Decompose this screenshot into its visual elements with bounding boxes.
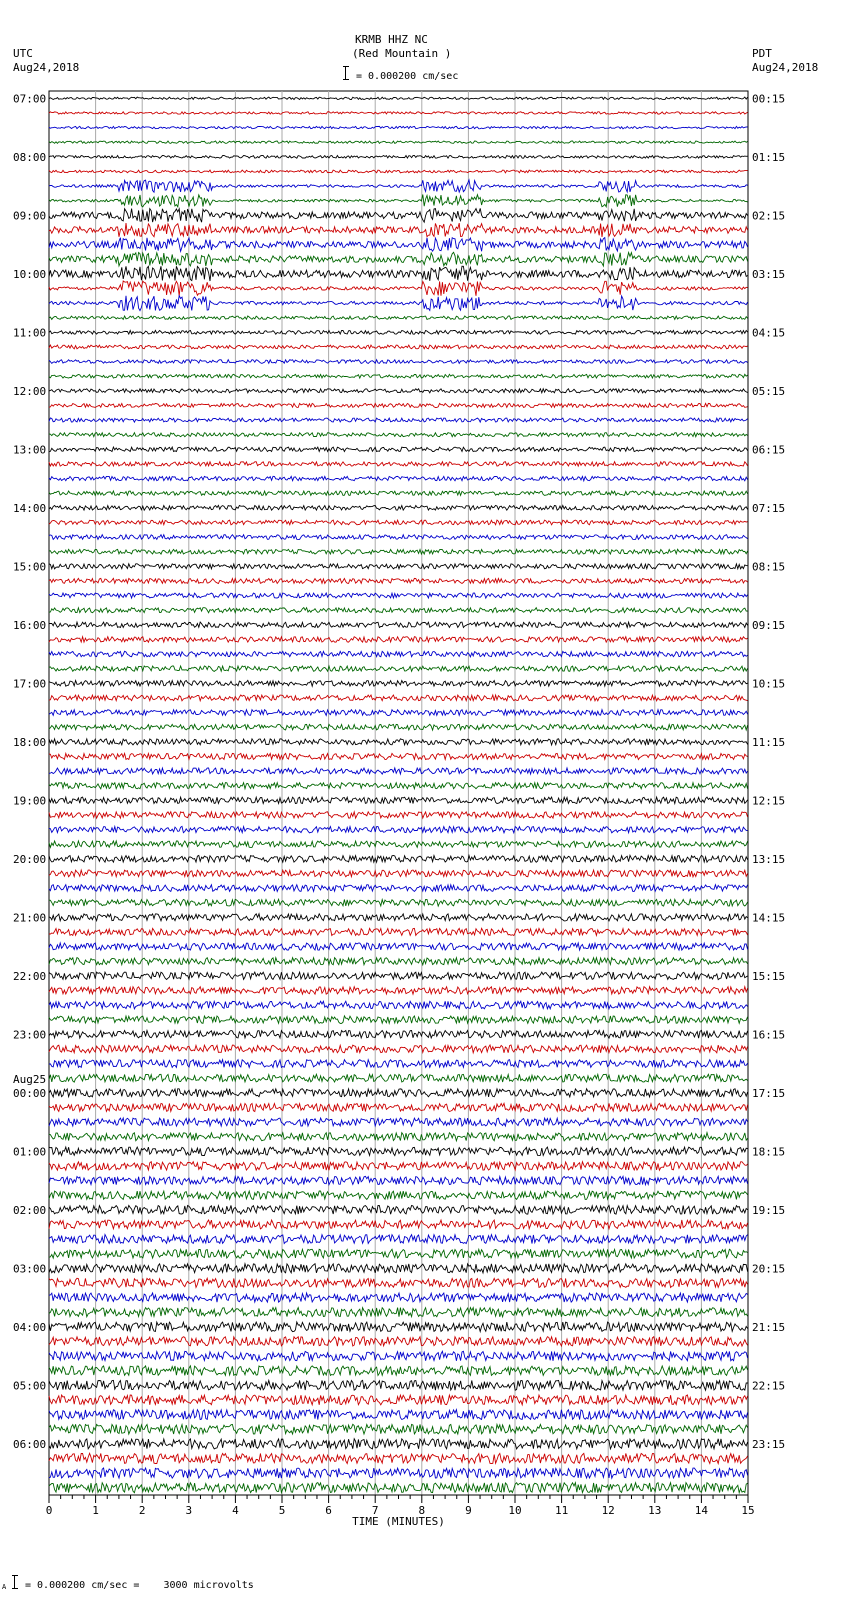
trace-row	[49, 505, 748, 510]
right-hour-label: 06:15	[752, 443, 786, 457]
trace-row	[49, 389, 748, 393]
right-hour-label: 21:15	[752, 1320, 786, 1334]
trace-row	[49, 1424, 748, 1434]
trace-row	[49, 680, 748, 686]
left-hour-label: 07:00	[13, 92, 47, 106]
trace-row	[49, 491, 748, 495]
trace-row	[49, 1162, 748, 1171]
trace-row	[49, 1016, 748, 1024]
x-tick-label: 6	[325, 1504, 332, 1517]
trace-row	[49, 651, 748, 657]
trace-row	[49, 418, 748, 422]
x-tick-label: 9	[465, 1504, 472, 1517]
right-timezone: PDT	[752, 47, 772, 60]
trace-row	[49, 1264, 748, 1273]
trace-row	[49, 1380, 748, 1390]
trace-row	[49, 812, 748, 819]
left-hour-label: 14:00	[13, 501, 47, 515]
left-hour-label: 10:00	[13, 267, 47, 281]
trace-row	[49, 1308, 748, 1317]
trace-row	[49, 593, 748, 598]
x-tick-label: 8	[418, 1504, 426, 1517]
trace-row	[49, 1366, 748, 1376]
trace-row	[49, 1118, 748, 1126]
trace-row	[49, 476, 748, 481]
left-hour-label: 22:00	[13, 969, 47, 983]
trace-row	[49, 462, 748, 466]
trace-row	[49, 403, 748, 407]
trace-row	[49, 1191, 748, 1200]
left-hour-label: 19:00	[13, 794, 47, 808]
trace-row	[49, 637, 748, 643]
trace-row	[49, 535, 748, 540]
left-hour-label: 13:00	[13, 443, 47, 457]
trace-row	[49, 170, 748, 173]
left-hour-label: 03:00	[13, 1262, 47, 1276]
trace-row	[49, 1103, 748, 1111]
x-axis-title: TIME (MINUTES)	[352, 1515, 445, 1528]
right-hour-label: 08:15	[752, 560, 786, 574]
trace-row	[49, 1089, 748, 1097]
trace-row	[49, 180, 748, 192]
trace-row	[49, 316, 748, 319]
trace-row	[49, 1060, 748, 1068]
x-tick-label: 5	[278, 1504, 286, 1517]
right-hour-label: 09:15	[752, 618, 786, 632]
trace-row	[49, 783, 748, 789]
trace-row	[49, 855, 748, 862]
x-tick-label: 11	[554, 1504, 569, 1517]
trace-row	[49, 578, 748, 583]
trace-row	[49, 695, 748, 701]
x-tick-label: 0	[45, 1504, 53, 1517]
trace-row	[49, 622, 748, 627]
right-hour-label: 05:15	[752, 384, 786, 398]
left-hour-label: 08:00	[13, 150, 47, 164]
scale-label: = 0.000200 cm/sec	[356, 71, 459, 82]
trace-row	[49, 1278, 748, 1287]
right-hour-label: 14:15	[752, 911, 786, 925]
left-hour-label: 23:00	[13, 1028, 47, 1042]
right-hour-label: 13:15	[752, 852, 786, 866]
trace-row	[49, 97, 748, 99]
trace-row	[49, 710, 748, 716]
trace-row	[49, 296, 748, 311]
trace-row	[49, 724, 748, 730]
trace-row	[49, 826, 748, 832]
x-axis	[46, 1495, 755, 1528]
trace-row	[49, 1176, 748, 1184]
x-tick-label: 3	[185, 1504, 193, 1517]
footer-scale-marker: A	[2, 1583, 7, 1591]
trace-row	[49, 447, 748, 451]
trace-row	[49, 1322, 748, 1332]
left-hour-label: 02:00	[13, 1203, 47, 1217]
right-hour-label: 01:15	[752, 150, 786, 164]
right-hour-label: 17:15	[752, 1086, 786, 1100]
right-hour-label: 19:15	[752, 1203, 786, 1217]
trace-row	[49, 1045, 748, 1053]
right-hour-label: 23:15	[752, 1437, 786, 1451]
trace-row	[49, 155, 748, 158]
trace-row	[49, 520, 748, 525]
trace-row	[49, 330, 748, 334]
footer-scale-text: = 0.000200 cm/sec = 3000 microvolts	[25, 1580, 254, 1591]
trace-row	[49, 841, 748, 847]
trace-row	[49, 958, 748, 965]
trace-row	[49, 1468, 748, 1478]
right-hour-label: 02:15	[752, 209, 786, 223]
x-tick-label: 12	[601, 1504, 615, 1517]
trace-row	[49, 972, 748, 980]
trace-row	[49, 1030, 748, 1038]
trace-row	[49, 870, 748, 877]
trace-row	[49, 360, 748, 364]
right-hour-label: 11:15	[752, 735, 786, 749]
x-tick-label: 4	[232, 1504, 239, 1517]
left-hour-label: 17:00	[13, 677, 47, 691]
trace-row	[49, 928, 748, 935]
trace-row	[49, 739, 748, 745]
trace-row	[49, 1235, 748, 1244]
x-tick-label: 15	[741, 1504, 755, 1517]
left-timezone: UTC	[13, 47, 33, 60]
trace-row	[49, 266, 748, 281]
trace-row	[49, 1220, 748, 1229]
trace-row	[49, 768, 748, 774]
right-hour-label: 07:15	[752, 501, 786, 515]
left-hour-label: 12:00	[13, 384, 47, 398]
right-hour-label: 18:15	[752, 1145, 786, 1159]
right-hour-label: 04:15	[752, 326, 786, 340]
trace-row	[49, 345, 748, 349]
trace-row	[49, 112, 748, 114]
trace-row	[49, 987, 748, 995]
trace-row	[49, 608, 748, 613]
x-tick-label: 2	[138, 1504, 146, 1517]
station-location: (Red Mountain )	[352, 47, 452, 60]
trace-row	[49, 1395, 748, 1405]
left-hour-label: 00:00	[13, 1086, 47, 1100]
left-hour-label: 04:00	[13, 1320, 47, 1334]
trace-row	[49, 797, 748, 803]
trace-row	[49, 899, 748, 906]
right-hour-label: 00:15	[752, 92, 786, 106]
right-hour-label: 22:15	[752, 1379, 786, 1393]
right-date: Aug24,2018	[752, 61, 819, 74]
trace-row	[49, 1133, 748, 1141]
left-hour-label: 09:00	[13, 209, 47, 223]
trace-row	[49, 666, 748, 671]
left-hour-label: 05:00	[13, 1379, 47, 1393]
trace-row	[49, 564, 748, 569]
trace-row	[49, 252, 748, 266]
trace-row	[49, 1337, 748, 1347]
trace-row	[49, 1205, 748, 1214]
station-title: KRMB HHZ NC	[355, 33, 428, 46]
left-hour-label: 15:00	[13, 560, 47, 574]
x-tick-label: 13	[648, 1504, 662, 1517]
x-tick-label: 14	[694, 1504, 709, 1517]
left-hour-label: 01:00	[13, 1145, 47, 1159]
left-hour-label: 06:00	[13, 1437, 47, 1451]
trace-row	[49, 914, 748, 921]
trace-row	[49, 223, 748, 237]
left-hour-label: 20:00	[13, 852, 47, 866]
trace-row	[49, 126, 748, 128]
trace-row	[49, 1410, 748, 1420]
trace-layer	[49, 97, 748, 1493]
trace-row	[49, 195, 748, 207]
trace-row	[49, 1453, 748, 1463]
trace-row	[49, 238, 748, 252]
right-hour-label: 03:15	[752, 267, 786, 281]
x-tick-label: 7	[371, 1504, 379, 1517]
x-tick-label: 10	[508, 1504, 522, 1517]
trace-row	[49, 1147, 748, 1156]
trace-row	[49, 753, 748, 759]
left-hour-label: 11:00	[13, 326, 47, 340]
right-hour-label: 20:15	[752, 1262, 786, 1276]
trace-row	[49, 1293, 748, 1302]
right-hour-label: 15:15	[752, 969, 786, 983]
trace-row	[49, 433, 748, 437]
left-hour-label: 16:00	[13, 618, 47, 632]
trace-row	[49, 208, 748, 222]
right-hour-label: 16:15	[752, 1028, 786, 1042]
right-hour-label: 10:15	[752, 677, 786, 691]
date-change-label: Aug25	[13, 1072, 47, 1086]
trace-row	[49, 885, 748, 892]
trace-row	[49, 1351, 748, 1361]
trace-row	[49, 1439, 748, 1449]
trace-row	[49, 549, 748, 554]
left-date: Aug24,2018	[13, 61, 80, 74]
footer-scale-bar-icon	[14, 1575, 19, 1589]
trace-row	[49, 1001, 748, 1009]
trace-row	[49, 1074, 748, 1082]
left-hour-label: 18:00	[13, 735, 47, 749]
left-hour-label: 21:00	[13, 911, 47, 925]
trace-row	[49, 943, 748, 950]
trace-row	[49, 1483, 748, 1493]
trace-row	[49, 281, 748, 296]
trace-row	[49, 141, 748, 143]
trace-row	[49, 1249, 748, 1258]
x-tick-label: 1	[92, 1504, 99, 1517]
trace-row	[49, 374, 748, 378]
right-hour-label: 12:15	[752, 794, 786, 808]
